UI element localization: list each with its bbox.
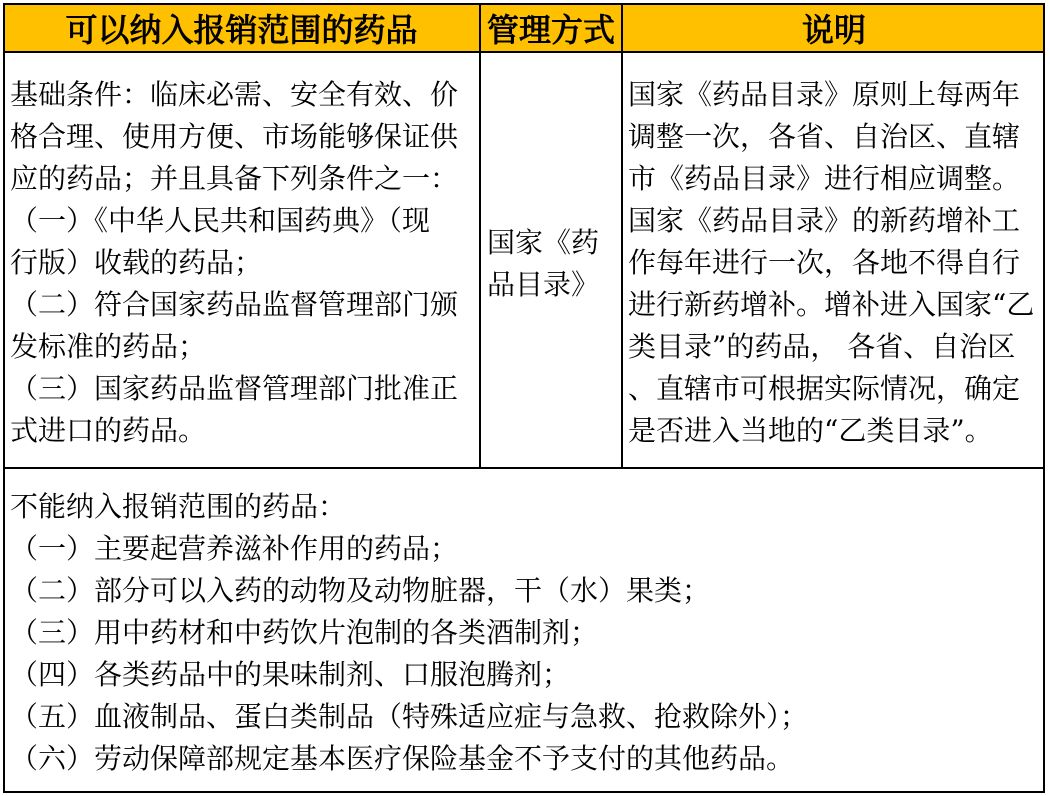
header-description: 说明 xyxy=(801,10,866,49)
eligible-criteria-line: 式进口的药品。 xyxy=(10,414,207,447)
description-line: 作每年进行一次，各地不得自行 xyxy=(628,246,1021,279)
eligible-criteria-line: 基础条件：临床必需、安全有效、价 xyxy=(10,78,459,111)
description-line: 是否进入当地的“乙类目录”。 xyxy=(628,414,993,447)
header-management-method: 管理方式 xyxy=(486,10,615,49)
ineligible-drugs-line: （六）劳动保障部规定基本医疗保险基金不予支付的其他药品。 xyxy=(10,742,795,775)
management-method-line: 品目录》 xyxy=(487,268,600,301)
description-line: 进行新药增补。增补进入国家“乙 xyxy=(628,288,1035,321)
description-line: 、直辖市可根据实际情况，确定 xyxy=(628,372,1021,405)
ineligible-drugs-line: （一）主要起营养滋补作用的药品； xyxy=(10,532,459,565)
eligible-criteria-line: 行版）收载的药品； xyxy=(10,246,263,279)
ineligible-drugs-line: （三）用中药材和中药饮片泡制的各类酒制剂； xyxy=(10,616,599,649)
description-line: 调整一次，各省、自治区、直辖 xyxy=(628,120,1021,153)
eligible-criteria-line: 应的药品；并且具备下列条件之一： xyxy=(10,162,459,195)
eligible-criteria-line: 发标准的药品； xyxy=(10,330,207,363)
eligible-criteria-line: 格合理、使用方便、市场能够保证供 xyxy=(10,120,459,153)
description-line: 国家《药品目录》的新药增补工 xyxy=(628,204,1021,237)
header-eligible-drugs: 可以纳入报销范围的药品 xyxy=(65,10,418,49)
ineligible-drugs-line: 不能纳入报销范围的药品： xyxy=(10,490,347,523)
table-border xyxy=(3,3,1045,793)
eligible-criteria-line: （三）国家药品监督管理部门批准正 xyxy=(10,372,459,405)
ineligible-drugs-line: （五）血液制品、蛋白类制品（特殊适应症与急救、抢救除外）； xyxy=(10,700,809,733)
eligible-criteria-line: （一）《中华人民共和国药典》（现 xyxy=(10,204,431,237)
management-method-line: 国家《药 xyxy=(487,226,600,259)
eligible-criteria-line: （二）符合国家药品监督管理部门颁 xyxy=(10,288,459,321)
description-line: 国家《药品目录》原则上每两年 xyxy=(628,78,1021,111)
description-line: 市《药品目录》进行相应调整。 xyxy=(628,162,1021,195)
ineligible-drugs-line: （四）各类药品中的果味制剂、口服泡腾剂； xyxy=(10,658,571,691)
description-line: 类目录”的药品， 各省、自治区 xyxy=(628,330,1016,363)
ineligible-drugs-line: （二）部分可以入药的动物及动物脏器，干（水）果类； xyxy=(10,574,711,607)
